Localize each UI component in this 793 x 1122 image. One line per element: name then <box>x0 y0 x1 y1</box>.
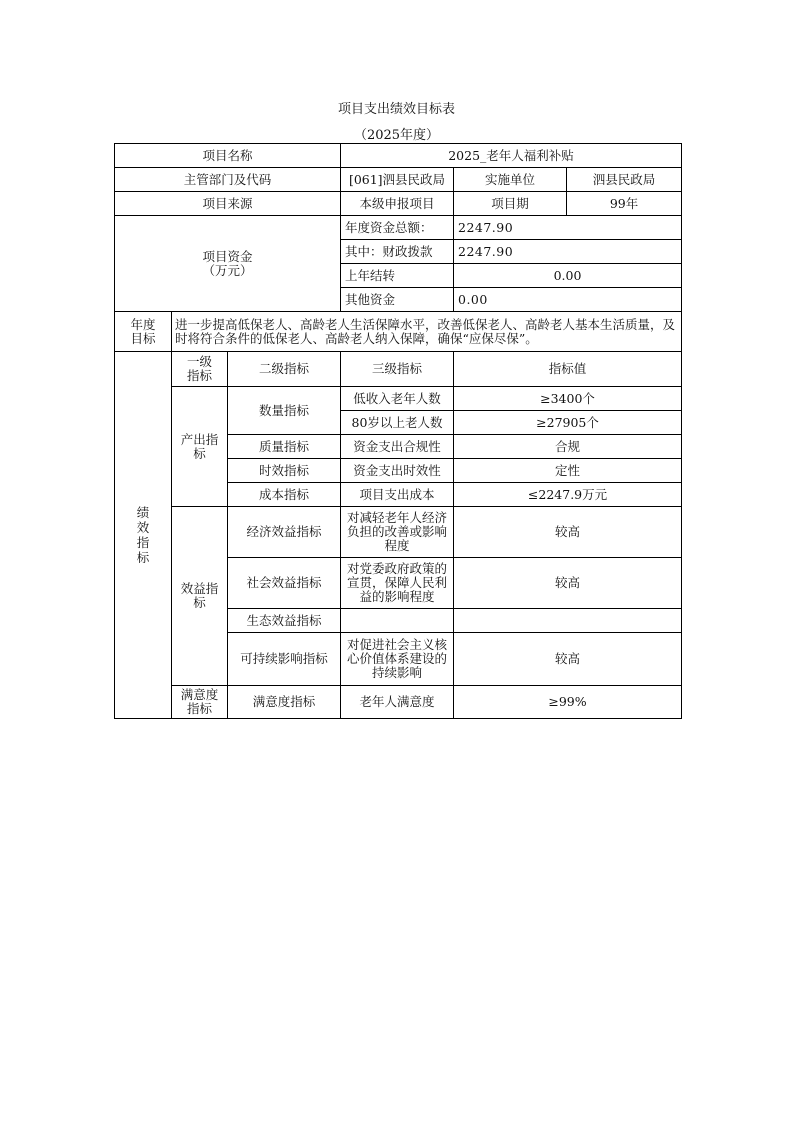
satisfaction-l2: 满意度指标 <box>228 686 341 719</box>
goal-label-line2: 目标 <box>130 330 156 346</box>
period-label: 项目期 <box>454 192 567 216</box>
low-income-value: ≥3400个 <box>454 387 682 411</box>
social-name-line: 宣贯，保障人民利 <box>346 575 447 590</box>
funds-carryover-label: 上年结转 <box>341 264 454 288</box>
economic-value: 较高 <box>454 507 682 558</box>
dept-value: [061]泗县民政局 <box>341 168 454 192</box>
value-header: 指标值 <box>454 352 682 387</box>
table-row <box>115 216 682 240</box>
performance-side-label <box>115 352 172 719</box>
funds-label <box>115 216 341 312</box>
sustainable-label: 可持续影响指标 <box>228 633 341 686</box>
timeliness-value: 定性 <box>454 459 682 483</box>
level2-header: 二级指标 <box>228 352 341 387</box>
funds-fiscal-value: 2247.90 <box>454 240 682 264</box>
quality-label: 质量指标 <box>228 435 341 459</box>
economic-name-line: 程度 <box>384 538 410 553</box>
funds-other-label: 其他资金 <box>341 288 454 312</box>
economic-name-line: 对减轻老年人经济 <box>346 510 447 525</box>
table-row <box>115 686 682 719</box>
source-value: 本级申报项目 <box>341 192 454 216</box>
page-title: 项目支出绩效目标表 <box>337 102 455 117</box>
output-label-line: 产出指 <box>180 431 219 447</box>
benefit-label-line: 标 <box>193 595 206 610</box>
economic-name-line: 负担的改善或影响 <box>346 524 447 539</box>
social-label: 社会效益指标 <box>228 558 341 609</box>
side-char: 指 <box>136 535 150 550</box>
cost-name: 项目支出成本 <box>341 483 454 507</box>
satisfaction-label-line: 指标 <box>186 701 212 716</box>
sustainable-name-line: 对促进社会主义核 <box>346 637 447 652</box>
table-row <box>115 168 682 192</box>
side-char: 效 <box>136 520 150 535</box>
timeliness-name: 资金支出时效性 <box>341 459 454 483</box>
ecological-value <box>454 609 682 633</box>
ecological-name <box>341 609 454 633</box>
level1-header <box>172 352 228 387</box>
social-name <box>341 558 454 609</box>
dept-label: 主管部门及代码 <box>115 168 341 192</box>
over80-value: ≥27905个 <box>454 411 682 435</box>
goal-label <box>115 312 172 352</box>
sustainable-name-line: 持续影响 <box>371 665 422 680</box>
sustainable-name-line: 心价值体系建设的 <box>346 651 447 666</box>
table-row <box>115 312 682 352</box>
funds-total-value: 2247.90 <box>454 216 682 240</box>
source-label: 项目来源 <box>115 192 341 216</box>
funds-other-value: 0.00 <box>454 288 682 312</box>
impl-value: 泗县民政局 <box>567 168 682 192</box>
goal-label-line1: 年度 <box>130 316 156 332</box>
sustainable-value: 较高 <box>454 633 682 686</box>
funds-label-line1: 项目资金 <box>202 248 253 264</box>
economic-name <box>341 507 454 558</box>
level1-header-line: 指标 <box>186 368 212 383</box>
period-value: 99年 <box>567 192 682 216</box>
cost-value: ≤2247.9万元 <box>454 483 682 507</box>
performance-table <box>114 143 682 719</box>
quality-name: 资金支出合规性 <box>341 435 454 459</box>
table-row <box>115 144 682 168</box>
project-name-label: 项目名称 <box>115 144 341 168</box>
satisfaction-label-line: 满意度 <box>180 687 219 702</box>
satisfaction-name: 老年人满意度 <box>341 686 454 719</box>
table-row <box>115 387 682 411</box>
benefit-label-line: 效益指 <box>180 581 219 596</box>
social-name-line: 对党委政府政策的 <box>346 561 447 576</box>
level1-header-line: 一级 <box>186 354 212 369</box>
satisfaction-value: ≥99% <box>454 686 682 719</box>
output-label-line: 标 <box>193 445 206 461</box>
table-row <box>115 352 682 387</box>
satisfaction-label <box>172 686 228 719</box>
project-name-value: 2025_老年人福利补贴 <box>341 144 682 168</box>
funds-label-line2: （万元） <box>202 262 253 278</box>
goal-text: 进一步提高低保老人、高龄老人生活保障水平，改善低保老人、高龄老人基本生活质量，及时将符合条件的低保老人、高龄老人纳入保障，确保“应保尽保”。 <box>172 312 682 352</box>
benefit-label <box>172 507 228 686</box>
over80-name: 80岁以上老人数 <box>341 411 454 435</box>
funds-total-label: 年度资金总额： <box>341 216 454 240</box>
side-char: 绩 <box>136 505 150 520</box>
page-subtitle: （2025年度） <box>353 128 440 143</box>
social-value: 较高 <box>454 558 682 609</box>
ecological-label: 生态效益指标 <box>228 609 341 633</box>
impl-label: 实施单位 <box>454 168 567 192</box>
social-name-line: 益的影响程度 <box>359 589 435 604</box>
economic-label: 经济效益指标 <box>228 507 341 558</box>
side-char: 标 <box>136 550 150 565</box>
quality-value: 合规 <box>454 435 682 459</box>
low-income-name: 低收入老年人数 <box>341 387 454 411</box>
table-row <box>115 192 682 216</box>
funds-fiscal-label: 其中：财政拨款 <box>341 240 454 264</box>
timeliness-label: 时效指标 <box>228 459 341 483</box>
output-label <box>172 387 228 507</box>
table-row <box>115 507 682 558</box>
cost-label: 成本指标 <box>228 483 341 507</box>
level3-header: 三级指标 <box>341 352 454 387</box>
funds-carryover-value: 0.00 <box>454 264 682 288</box>
sustainable-name <box>341 633 454 686</box>
quantity-label: 数量指标 <box>228 387 341 435</box>
